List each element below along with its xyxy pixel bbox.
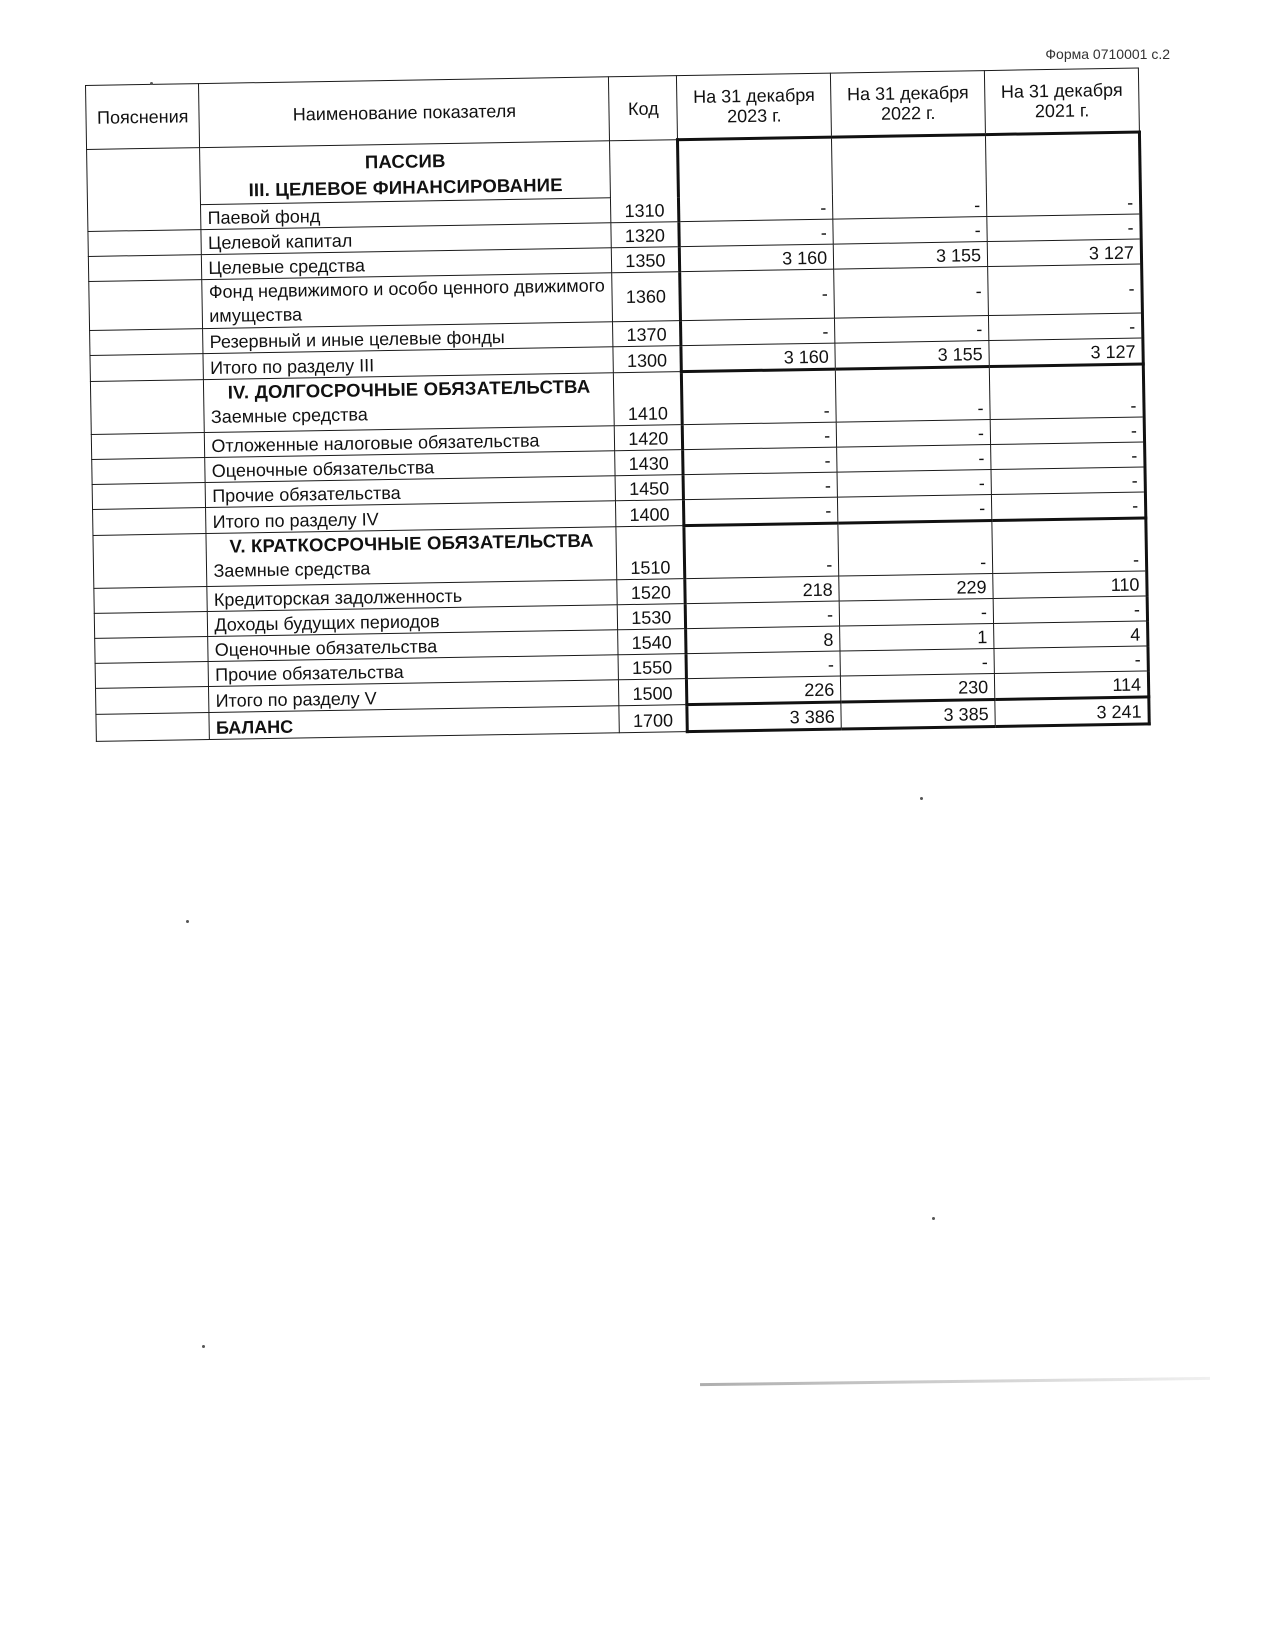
row-value-2021: 3 127 xyxy=(987,239,1141,267)
row-value-2021: 3 241 xyxy=(995,697,1149,727)
row-value-2022: - xyxy=(834,267,989,319)
row-code: 1310 xyxy=(610,140,679,223)
row-code: 1540 xyxy=(618,629,686,655)
row-name: Резервный и иные целевые фонды xyxy=(203,322,613,354)
row-code: 1320 xyxy=(611,222,679,248)
col-2022: На 31 декабря 2022 г. xyxy=(831,71,986,138)
row-value-2022: - xyxy=(837,445,991,473)
row-name: Целевой капитал xyxy=(201,223,611,255)
row-name: Целевые средства xyxy=(202,248,612,280)
row-code: 1350 xyxy=(612,247,680,273)
row-value-2023: - xyxy=(683,447,837,475)
row-value-2021: - xyxy=(990,417,1144,445)
row-value-2022: 3 155 xyxy=(835,341,989,370)
row-value-2023: - xyxy=(681,318,835,346)
row-value-2021: - xyxy=(991,467,1145,495)
row-value-2021: - xyxy=(989,364,1144,420)
section-3-title: III. ЦЕЛЕВОЕ ФИНАНСИРОВАНИЕ xyxy=(248,174,563,201)
row-value-2023: - xyxy=(680,269,835,321)
row-value-2022: 3 385 xyxy=(841,699,995,729)
scan-speck xyxy=(186,920,189,923)
row-value-2021: - xyxy=(991,492,1145,521)
row-value-2023: 3 160 xyxy=(681,343,835,372)
row-value-2023: - xyxy=(684,497,838,526)
row-value-2021: 114 xyxy=(994,671,1148,700)
row-name: Прочие обязательства xyxy=(205,476,615,508)
row-value-2023: 218 xyxy=(685,576,839,604)
row-value-2023: 3 160 xyxy=(680,244,834,272)
balance-sheet-page xyxy=(85,68,1151,743)
row-value-2022: 1 xyxy=(840,624,994,652)
scan-speck xyxy=(932,1217,935,1220)
row-code: 1700 xyxy=(619,705,687,733)
row-value-2023: - xyxy=(679,219,833,247)
scan-speck xyxy=(150,82,153,85)
row-value-2023: - xyxy=(683,472,837,500)
row-value-2022: - xyxy=(832,135,987,220)
row-name: Кредиторская задолженность xyxy=(207,580,617,612)
row-code: 1530 xyxy=(618,604,686,630)
row-value-2021: - xyxy=(991,442,1145,470)
row-code: 1450 xyxy=(616,475,684,501)
row-code: 1520 xyxy=(617,579,685,605)
row-name: Прочие обязательства xyxy=(208,655,618,687)
row-value-2021: - xyxy=(992,518,1147,574)
row-value-2022: - xyxy=(839,599,993,627)
scan-speck xyxy=(202,1345,205,1348)
col-code: Код xyxy=(609,76,678,141)
row-name: Итого по разделу IV xyxy=(206,501,616,534)
row-name: Оценочные обязательства xyxy=(205,451,615,483)
row-code: 1300 xyxy=(613,346,681,373)
row-code: 1500 xyxy=(619,679,687,706)
row-value-2021: - xyxy=(993,596,1147,624)
row-name: Заемные средства xyxy=(213,558,371,581)
row-name: Отложенные налоговые обязательства xyxy=(205,426,615,458)
row-value-2021: 4 xyxy=(994,621,1148,649)
row-value-2023: 8 xyxy=(686,626,840,654)
row-code: 1410 xyxy=(614,372,683,426)
row-value-2023: 226 xyxy=(687,676,841,705)
section-4-title: IV. ДОЛГОСРОЧНЫЕ ОБЯЗАТЕЛЬСТВА xyxy=(227,375,591,403)
row-value-2022: - xyxy=(838,521,993,577)
row-value-2021: - xyxy=(994,646,1148,674)
row-value-2021: - xyxy=(986,132,1141,217)
row-value-2023: - xyxy=(682,422,836,450)
row-name: Итого по разделу III xyxy=(203,347,613,380)
section-5-title: V. КРАТКОСРОЧНЫЕ ОБЯЗАТЕЛЬСТВА xyxy=(229,529,594,557)
row-value-2023: 3 386 xyxy=(687,702,841,732)
row-value-2023: - xyxy=(685,601,839,629)
row-value-2022: 230 xyxy=(841,674,995,703)
row-value-2022: - xyxy=(833,217,987,245)
row-value-2023: - xyxy=(686,651,840,679)
row-value-2022: - xyxy=(835,367,990,423)
row-value-2022: 229 xyxy=(839,574,993,602)
row-code: 1400 xyxy=(616,500,684,527)
form-code: Форма 0710001 с.2 xyxy=(1045,46,1170,62)
row-name: Оценочные обязательства xyxy=(208,630,618,662)
row-name: Доходы будущих периодов xyxy=(208,605,618,637)
row-name: Итого по разделу V xyxy=(209,680,619,713)
row-value-2023: - xyxy=(682,369,837,425)
row-value-2021: - xyxy=(989,313,1143,341)
scan-artifact-line xyxy=(700,1377,1210,1386)
row-code: 1430 xyxy=(615,450,683,476)
row-value-2021: - xyxy=(988,264,1143,316)
col-explanations: Пояснения xyxy=(86,84,200,150)
row-value-2022: 3 155 xyxy=(833,242,987,270)
row-code: 1360 xyxy=(612,272,681,322)
row-code: 1550 xyxy=(618,654,686,680)
row-value-2021: 110 xyxy=(993,571,1147,599)
row-value-2022: - xyxy=(837,470,991,498)
row-value-2022: - xyxy=(838,495,992,524)
passive-title: ПАССИВ xyxy=(364,150,446,173)
row-name: Паевой фонд xyxy=(201,198,611,230)
row-value-2022: - xyxy=(835,316,989,344)
row-code: 1510 xyxy=(616,526,685,580)
scan-speck xyxy=(920,797,923,800)
balance-table xyxy=(85,68,1151,743)
col-name: Наименование показателя xyxy=(199,77,610,148)
row-value-2021: 3 127 xyxy=(989,338,1143,367)
row-code: 1420 xyxy=(615,425,683,451)
row-name: БАЛАНС xyxy=(209,706,619,740)
col-2023: На 31 декабря 2023 г. xyxy=(677,73,832,140)
row-value-2021: - xyxy=(987,214,1141,242)
row-value-2022: - xyxy=(840,649,994,677)
row-value-2023: - xyxy=(684,523,839,579)
row-value-2022: - xyxy=(836,420,990,448)
row-name: Заемные средства xyxy=(210,404,368,427)
row-name: Фонд недвижимого и особо ценного движимого имущества xyxy=(202,273,613,329)
row-value-2023: - xyxy=(678,137,833,222)
row-code: 1370 xyxy=(613,321,681,347)
col-2021: На 31 декабря 2021 г. xyxy=(984,68,1139,135)
